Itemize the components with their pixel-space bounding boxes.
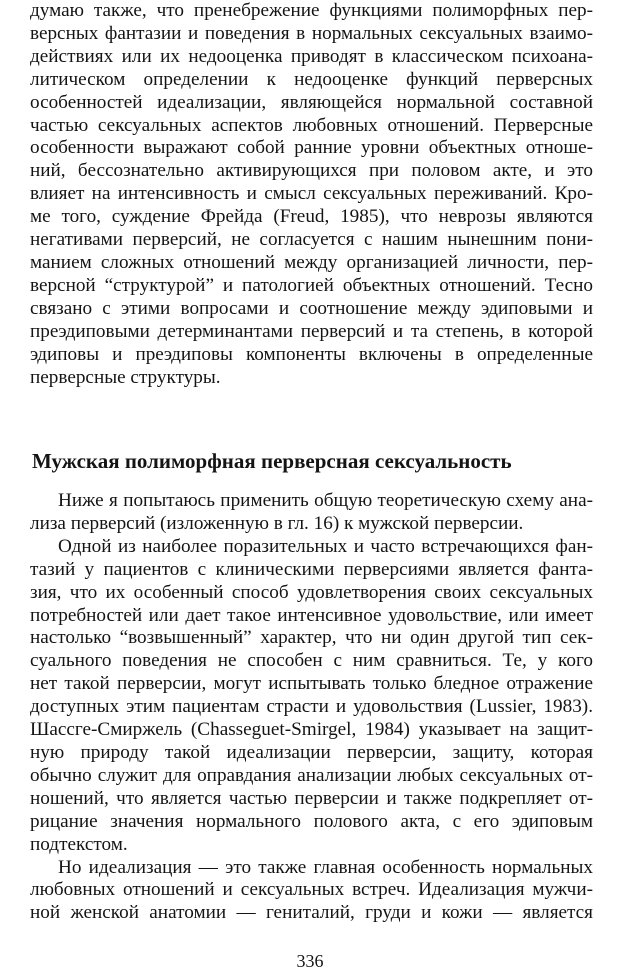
text-line: манием сложных отношений между организацией личности, пер- xyxy=(30,251,593,273)
paragraph-3 xyxy=(30,536,593,857)
text-line: тазий у пациентов с клиническими перверсиями является фанта- xyxy=(30,558,593,580)
text-line: влияет на интенсивность и смысл сексуальных переживаний. Кро- xyxy=(30,183,593,205)
text-line: Но идеализация — это также главная особенность нормальных xyxy=(58,856,593,878)
text-line: версной “структурой” и патологией объектных отношений. Тесно xyxy=(30,274,593,296)
text-line: ношений, что является частью перверсии и также подкрепляет от- xyxy=(30,787,593,809)
paragraph-1 xyxy=(30,0,593,389)
text-line: нет такой перверсии, могут испытывать только бледное отражение xyxy=(30,673,593,695)
body-text xyxy=(30,490,593,925)
text-line: особенностей идеализации, являющейся нормальной составной xyxy=(30,91,593,113)
text-line: Шассге-Смиржель (Chasseguet-Smirgel, 1984) указывает на защит- xyxy=(30,719,593,741)
text-line: литическом определении к недооценке функций перверсных xyxy=(30,68,593,90)
text-line: ме того, суждение Фрейда (Freud, 1985), что неврозы являются xyxy=(30,206,593,228)
text-line: суального поведения не способен с ним сравниться. Те, у кого xyxy=(30,650,593,672)
paragraph-4 xyxy=(30,857,593,926)
text-line: частью сексуальных аспектов любовных отношений. Перверсные xyxy=(30,114,593,136)
text-line: эдиповы и преэдиповы компоненты включены в определенные xyxy=(30,343,593,365)
text-line: версных фантазии и поведения в нормальных сексуальных взаимо- xyxy=(30,22,593,44)
text-line: ной женской анатомии — гениталий, груди и кожи — является xyxy=(30,902,593,924)
paragraph-2 xyxy=(30,490,593,536)
text-line: негативами перверсий, не согласуется с нашим нынешним пони- xyxy=(30,229,593,251)
text-line: любовных отношений и сексуальных встреч. Идеализация мужчи- xyxy=(30,879,593,901)
text-line: обычно служит для оправдания анализации любых сексуальных от- xyxy=(30,764,593,786)
text-line: связано с этими вопросами и соотношение между эдиповыми и xyxy=(30,297,593,319)
text-line: думаю также, что пренебрежение функциями полиморфных пер- xyxy=(30,0,593,21)
text-line: подтекстом. xyxy=(30,833,128,855)
text-line: перверсные структуры. xyxy=(30,366,221,388)
text-line: действиях или их недооценка приводят в классическом психоана- xyxy=(30,45,593,67)
page-number: 336 xyxy=(296,951,324,971)
text-line: преэдиповыми детерминантами перверсий и та степень, в которой xyxy=(30,320,593,342)
text-line: зия, что их особенный способ удовлетворения своих сексуальных xyxy=(30,581,593,603)
text-line: ний, бессознательно активирующихся при половом акте, и это xyxy=(30,160,593,182)
section-heading: Мужская полиморфная перверсная сексуальность xyxy=(32,449,512,473)
text-line: Ниже я попытаюсь применить общую теоретическую схему ана- xyxy=(58,490,593,511)
text-line: рицание значения нормального полового акта, с его эдиповым xyxy=(30,810,593,832)
text-line: ную природу такой идеализации перверсии, защиту, которая xyxy=(30,741,593,763)
text-line: доступных этим пациентам страсти и удовольствия (Lussier, 1983). xyxy=(30,696,593,718)
text-line: Одной из наиболее поразительных и часто встречающихся фан- xyxy=(58,535,593,557)
text-line: настолько “возвышенный” характер, что ни один другой тип сек- xyxy=(30,627,593,649)
text-line: потребностей или дает такое интенсивное удовольствие, или имеет xyxy=(30,604,593,626)
text-line: лиза перверсий (изложенную в гл. 16) к мужской перверсии. xyxy=(30,512,524,534)
text-line: особенности выражают собой ранние уровни объектных отноше- xyxy=(30,137,593,159)
